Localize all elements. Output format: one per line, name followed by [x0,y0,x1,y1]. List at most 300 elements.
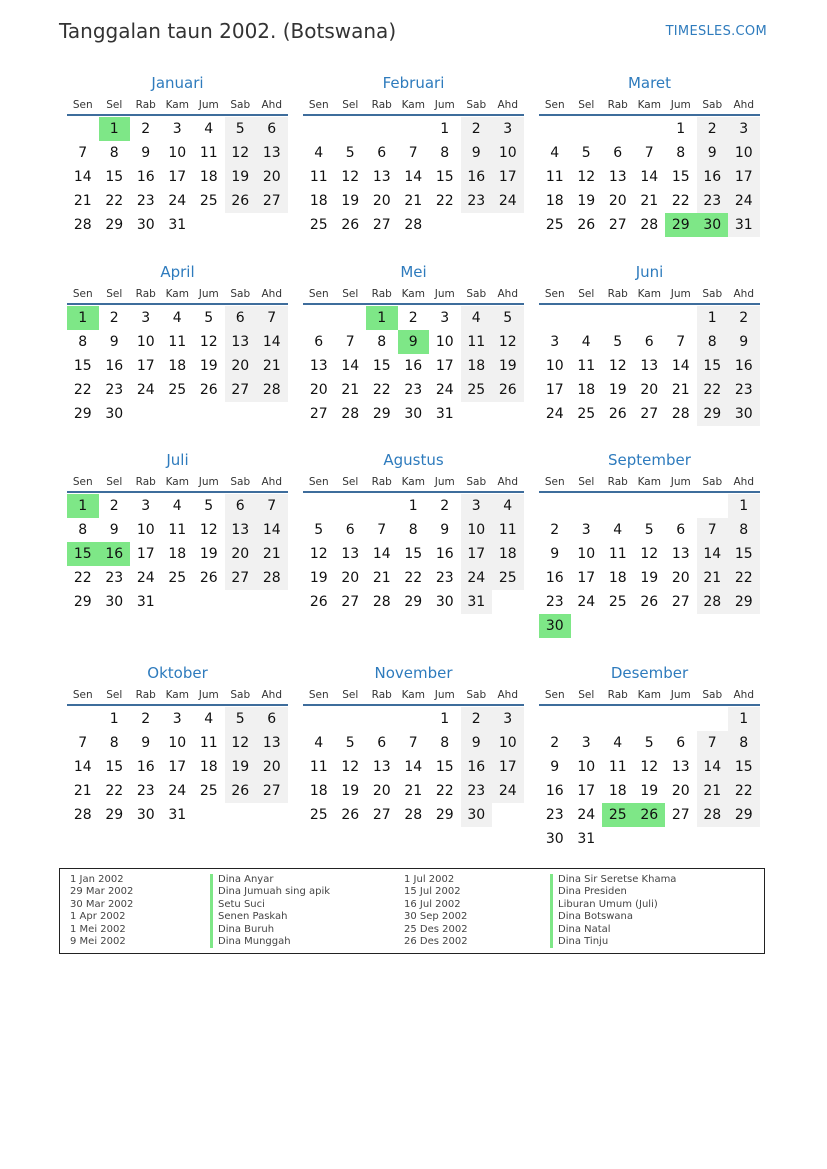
holiday-day-cell: 1 [366,306,398,330]
day-cell: 10 [136,522,155,538]
day-cell: 10 [492,731,524,755]
weekday-label: Ahd [733,689,754,701]
empty-cell [665,494,697,518]
day-cell: 15 [435,169,454,185]
day-cell: 26 [199,382,218,398]
day-cell: 29 [105,807,124,823]
legend-date: 1 Jul 2002 [404,874,455,885]
day-cell: 1 [109,711,119,727]
weekday-label: Kam [165,476,189,488]
day-cell: 20 [671,783,690,799]
day-cell: 28 [671,406,690,422]
day-cell: 20 [225,542,257,566]
day-cell: 20 [256,165,288,189]
day-cell: 23 [545,807,564,823]
day-cell: 30 [435,594,454,610]
day-cell: 26 [199,570,218,586]
day-cell: 10 [728,141,760,165]
day-cell: 27 [256,189,288,213]
weekday-label: Jum [670,689,691,701]
month-name: Desember [610,664,689,682]
day-cell: 13 [372,759,391,775]
weekday-header [303,686,524,706]
day-cell: 5 [345,145,355,161]
weekday-header [303,96,524,116]
day-cell: 5 [613,334,623,350]
day-cell: 18 [608,783,627,799]
day-cell: 10 [168,735,187,751]
day-cell: 21 [341,382,360,398]
weekday-label: Jum [434,476,455,488]
empty-cell [634,117,666,141]
day-cell: 28 [404,217,423,233]
day-cell: 22 [73,382,92,398]
day-cell: 3 [172,711,182,727]
day-cell: 19 [577,193,596,209]
day-grid [539,117,760,237]
day-cell: 7 [676,334,686,350]
day-cell: 2 [550,735,560,751]
day-cell: 24 [435,382,454,398]
empty-cell [366,117,398,141]
holiday-day-cell: 30 [697,213,729,237]
month-name: September [608,451,691,469]
day-cell: 21 [372,570,391,586]
day-cell: 11 [461,330,493,354]
weekday-label: Jum [670,288,691,300]
weekday-label: Sel [578,689,595,701]
day-cell: 24 [492,189,524,213]
day-cell: 25 [577,406,596,422]
empty-cell [335,306,367,330]
empty-cell [539,306,571,330]
day-cell: 23 [697,189,729,213]
day-cell: 22 [435,783,454,799]
holiday-legend [59,868,765,954]
day-cell: 21 [256,542,288,566]
weekday-label: Sel [342,99,359,111]
month-name: Januari [151,74,204,92]
day-cell: 19 [640,783,659,799]
month-name: Maret [627,74,672,92]
legend-left-dates [70,874,133,948]
day-cell: 7 [345,334,355,350]
month-agustus [303,449,524,614]
day-cell: 16 [461,165,493,189]
day-cell: 29 [728,803,760,827]
day-cell: 3 [141,498,151,514]
day-cell: 8 [728,731,760,755]
weekday-label: Rab [607,689,628,701]
empty-cell [335,494,367,518]
weekday-label: Kam [165,99,189,111]
day-cell: 5 [314,522,324,538]
day-cell: 14 [671,358,690,374]
day-cell: 14 [640,169,659,185]
empty-cell [571,306,603,330]
weekday-label: Rab [607,476,628,488]
day-cell: 10 [136,334,155,350]
day-cell: 26 [608,406,627,422]
day-grid [67,707,288,827]
day-cell: 31 [435,406,454,422]
month-name: Februari [382,74,445,92]
day-cell: 17 [492,755,524,779]
day-cell: 17 [136,546,155,562]
weekday-label: Sab [466,99,487,111]
day-cell: 25 [461,378,493,402]
day-cell: 21 [73,783,92,799]
weekday-label: Sen [72,99,93,111]
day-cell: 20 [309,382,328,398]
weekday-label: Sab [230,689,251,701]
day-cell: 11 [608,546,627,562]
day-cell: 9 [109,522,119,538]
day-cell: 26 [341,217,360,233]
legend-date: 16 Jul 2002 [404,898,461,910]
day-cell: 9 [141,735,151,751]
legend-holiday-name: Liburan Umum (Juli) [550,899,676,911]
day-cell: 24 [545,406,564,422]
weekday-header [303,285,524,305]
day-cell: 20 [671,570,690,586]
day-cell: 6 [377,735,387,751]
weekday-label: Kam [165,689,189,701]
weekday-label: Sen [308,689,329,701]
empty-cell [571,494,603,518]
day-cell: 7 [256,306,288,330]
weekday-label: Rab [135,99,156,111]
day-cell: 24 [577,594,596,610]
day-cell: 25 [199,783,218,799]
weekday-label: Kam [401,689,425,701]
day-cell: 7 [377,522,387,538]
day-cell: 7 [697,731,729,755]
weekday-label: Rab [607,288,628,300]
day-cell: 18 [199,759,218,775]
weekday-label: Ahd [733,288,754,300]
day-cell: 25 [309,217,328,233]
day-cell: 25 [168,382,187,398]
day-cell: 10 [168,145,187,161]
weekday-header [539,473,760,493]
day-cell: 9 [697,141,729,165]
day-cell: 13 [640,358,659,374]
day-cell: 1 [440,711,450,727]
day-cell: 21 [697,566,729,590]
holiday-day-cell: 1 [67,306,99,330]
day-cell: 23 [105,570,124,586]
day-cell: 23 [136,783,155,799]
day-grid [303,117,524,237]
day-cell: 12 [199,522,218,538]
day-cell: 27 [341,594,360,610]
weekday-label: Jum [198,99,219,111]
day-cell: 27 [671,807,690,823]
day-cell: 4 [172,310,182,326]
day-cell: 23 [105,382,124,398]
month-name: November [374,664,453,682]
empty-cell [602,306,634,330]
day-cell: 24 [461,566,493,590]
month-desember [539,662,760,851]
day-cell: 9 [461,141,493,165]
weekday-label: Ahd [261,99,282,111]
day-cell: 24 [577,807,596,823]
day-cell: 10 [545,358,564,374]
day-cell: 27 [225,566,257,590]
day-cell: 3 [141,310,151,326]
page-title: Tanggalan taun 2002. (Botswana) [59,19,397,43]
day-cell: 14 [256,518,288,542]
day-cell: 15 [105,759,124,775]
day-cell: 28 [341,406,360,422]
day-cell: 6 [377,145,387,161]
empty-cell [335,117,367,141]
day-cell: 17 [577,570,596,586]
day-cell: 19 [199,546,218,562]
day-cell: 15 [372,358,391,374]
day-cell: 22 [372,382,391,398]
holiday-day-cell: 29 [665,213,697,237]
day-cell: 10 [435,334,454,350]
day-cell: 4 [172,498,182,514]
empty-cell [571,117,603,141]
day-cell: 15 [404,546,423,562]
day-cell: 20 [372,193,391,209]
month-name: Agustus [383,451,444,469]
weekday-header [67,686,288,706]
day-cell: 7 [78,145,88,161]
day-cell: 19 [225,165,257,189]
day-cell: 16 [105,358,124,374]
day-grid [303,306,524,426]
day-cell: 28 [372,594,391,610]
day-cell: 7 [256,494,288,518]
day-cell: 17 [435,358,454,374]
day-cell: 24 [136,382,155,398]
empty-cell [67,117,99,141]
weekday-label: Sen [308,99,329,111]
holiday-day-cell: 26 [634,803,666,827]
day-cell: 2 [461,707,493,731]
empty-cell [303,306,335,330]
day-cell: 13 [608,169,627,185]
weekday-label: Sel [106,476,123,488]
day-cell: 24 [136,570,155,586]
empty-cell [665,306,697,330]
day-cell: 7 [408,735,418,751]
day-cell: 30 [105,406,124,422]
day-cell: 3 [550,334,560,350]
day-cell: 5 [644,522,654,538]
day-cell: 28 [73,217,92,233]
day-cell: 9 [728,330,760,354]
day-cell: 6 [345,522,355,538]
day-cell: 25 [168,570,187,586]
weekday-label: Sel [106,99,123,111]
day-cell: 28 [697,590,729,614]
weekday-label: Sab [466,689,487,701]
day-cell: 11 [545,169,564,185]
day-cell: 4 [613,522,623,538]
weekday-label: Sab [702,476,723,488]
day-cell: 19 [199,358,218,374]
day-cell: 14 [697,755,729,779]
day-cell: 10 [577,546,596,562]
day-cell: 2 [141,121,151,137]
weekday-header [539,96,760,116]
day-grid [539,707,760,851]
weekday-label: Rab [371,476,392,488]
day-cell: 27 [372,217,391,233]
weekday-label: Jum [434,689,455,701]
month-name: Juni [635,263,664,281]
day-cell: 21 [73,193,92,209]
day-cell: 4 [461,306,493,330]
weekday-label: Ahd [733,99,754,111]
day-cell: 11 [168,334,187,350]
day-cell: 18 [545,193,564,209]
legend-date: 15 Jul 2002 [404,886,461,898]
day-cell: 20 [608,193,627,209]
day-cell: 13 [256,731,288,755]
day-cell: 4 [492,494,524,518]
day-cell: 30 [105,594,124,610]
day-cell: 21 [256,354,288,378]
weekday-label: Sab [466,288,487,300]
day-cell: 25 [608,594,627,610]
day-cell: 6 [256,117,288,141]
day-cell: 11 [309,169,328,185]
day-cell: 27 [372,807,391,823]
day-cell: 13 [372,169,391,185]
month-april [67,261,288,426]
day-cell: 23 [461,189,493,213]
weekday-header [303,473,524,493]
day-cell: 22 [105,193,124,209]
day-cell: 25 [309,807,328,823]
legend-holiday-name: Dina Munggah [210,936,330,948]
empty-cell [303,117,335,141]
day-cell: 30 [545,831,564,847]
day-cell: 21 [640,193,659,209]
day-cell: 22 [697,378,729,402]
day-cell: 4 [581,334,591,350]
weekday-label: Kam [401,99,425,111]
day-cell: 19 [640,570,659,586]
weekday-label: Jum [434,288,455,300]
empty-cell [539,494,571,518]
day-cell: 13 [341,546,360,562]
weekday-label: Jum [198,689,219,701]
empty-cell [602,494,634,518]
weekday-label: Jum [198,288,219,300]
empty-cell [303,494,335,518]
day-cell: 11 [199,145,218,161]
legend-date: 29 Mar 2002 [70,886,134,898]
day-cell: 29 [404,594,423,610]
day-cell: 22 [671,193,690,209]
day-cell: 6 [613,145,623,161]
day-cell: 29 [435,807,454,823]
day-cell: 14 [256,330,288,354]
day-cell: 1 [440,121,450,137]
day-cell: 2 [461,117,493,141]
day-cell: 6 [644,334,654,350]
day-cell: 22 [404,570,423,586]
day-cell: 12 [492,330,524,354]
day-cell: 19 [341,193,360,209]
day-cell: 4 [314,735,324,751]
day-cell: 29 [73,594,92,610]
weekday-label: Sab [230,476,251,488]
day-cell: 2 [109,498,119,514]
day-cell: 4 [204,711,214,727]
weekday-label: Sel [578,288,595,300]
weekday-label: Rab [607,99,628,111]
legend-right-names [550,874,676,948]
weekday-label: Ahd [497,99,518,111]
legend-holiday-name: Setu Suci [210,899,330,911]
day-cell: 17 [461,542,493,566]
weekday-label: Sen [544,99,565,111]
empty-cell [665,707,697,731]
day-cell: 16 [728,354,760,378]
weekday-label: Sen [72,288,93,300]
weekday-label: Kam [165,288,189,300]
day-cell: 20 [225,354,257,378]
day-cell: 16 [545,570,564,586]
day-cell: 6 [256,707,288,731]
day-cell: 22 [105,783,124,799]
month-mei [303,261,524,426]
legend-left-names [210,874,330,948]
empty-cell [366,494,398,518]
holiday-day-cell: 1 [67,494,99,518]
legend-holiday-name: Dina Buruh [210,924,330,936]
weekday-label: Sab [702,99,723,111]
empty-cell [571,707,603,731]
month-juni [539,261,760,426]
legend-date: 30 Sep 2002 [404,911,468,923]
day-cell: 13 [225,330,257,354]
site-brand-link[interactable]: TIMESLES.COM [665,24,767,39]
day-cell: 13 [671,546,690,562]
legend-date: 26 Des 2002 [404,935,468,947]
day-cell: 6 [676,735,686,751]
day-cell: 3 [581,735,591,751]
day-cell: 21 [697,779,729,803]
day-cell: 29 [728,590,760,614]
weekday-label: Kam [637,99,661,111]
month-oktober [67,662,288,827]
day-cell: 20 [256,755,288,779]
month-februari [303,72,524,237]
legend-holiday-name: Dina Presiden [550,886,676,898]
day-cell: 31 [168,217,187,233]
weekday-label: Sab [230,99,251,111]
day-cell: 16 [404,358,423,374]
legend-date: 25 Des 2002 [404,923,468,935]
day-cell: 27 [225,378,257,402]
day-cell: 15 [697,354,729,378]
day-grid [539,494,760,638]
day-cell: 19 [492,354,524,378]
day-cell: 1 [676,121,686,137]
day-cell: 29 [105,217,124,233]
weekday-header [67,285,288,305]
